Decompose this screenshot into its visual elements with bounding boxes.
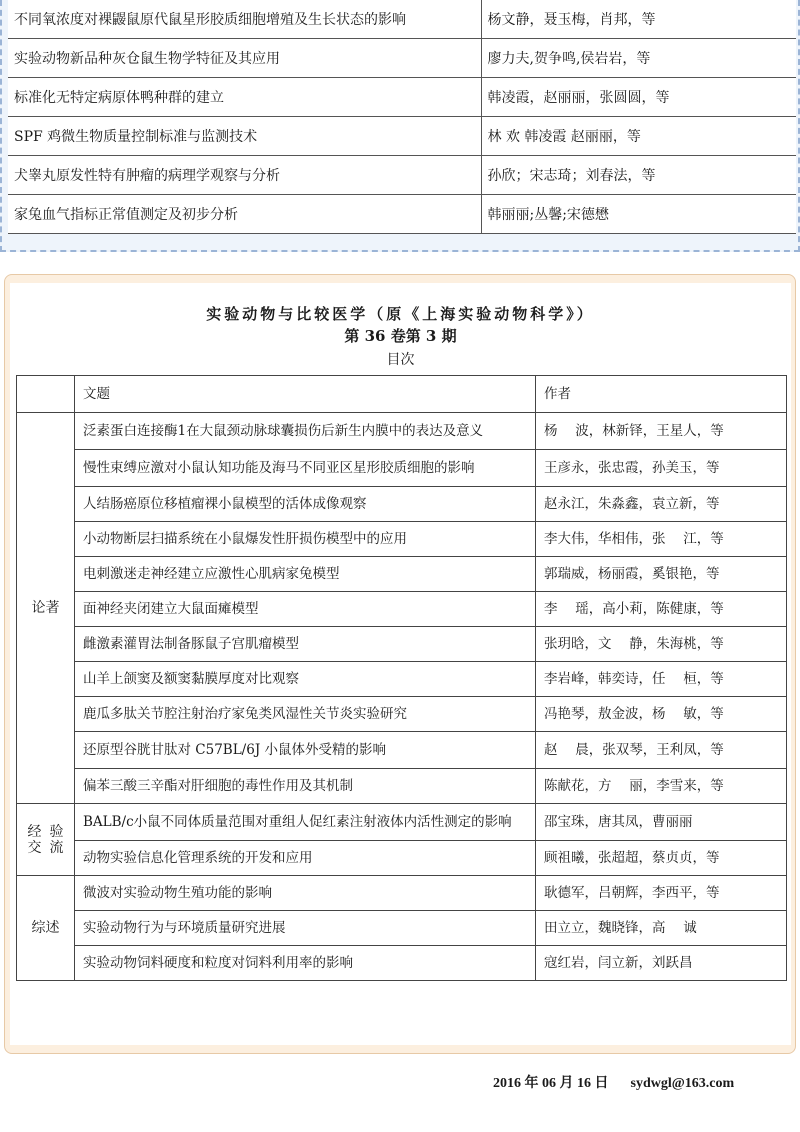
toc-article-title: 人结肠癌原位移植瘤裸小鼠模型的活体成像观察 — [75, 487, 536, 522]
toc-row — [17, 662, 787, 697]
article-authors: 韩凌霞，赵丽丽，张圆圆，等 — [481, 78, 796, 117]
toc-row — [17, 450, 787, 487]
journal-title: 实验动物与比较医学（原《上海实验动物科学》） — [206, 305, 595, 323]
article-title: SPF 鸡微生物质量控制标准与监测技术 — [8, 117, 481, 156]
toc-article-authors: 李 瑶，高小莉，陈健康，等 — [536, 592, 787, 627]
header-category — [17, 376, 75, 413]
toc-article-authors: 顾祖曦，张超超，蔡贞贞，等 — [536, 841, 787, 876]
toc-row — [17, 841, 787, 876]
toc-article-authors: 耿德军，吕朝辉，李西平，等 — [536, 876, 787, 911]
section-category: 经验 交流 — [17, 804, 75, 876]
toc-article-title: BALB/c小鼠不同体质量范围对重组人促红素注射液体内活性测定的影响 — [75, 804, 536, 841]
toc-article-authors: 杨 波，林新铎，王星人，等 — [536, 413, 787, 450]
previous-article-row — [8, 156, 796, 195]
article-authors: 廖力夫,贺争鸣,侯岩岩，等 — [481, 39, 796, 78]
article-authors: 杨文静，聂玉梅，肖邦，等 — [481, 0, 796, 39]
toc-panel — [4, 274, 796, 1054]
article-title: 犬睾丸原发性特有肿瘤的病理学观察与分析 — [8, 156, 481, 195]
toc-row — [17, 769, 787, 804]
section-category: 论著 — [17, 413, 75, 804]
toc-article-authors: 冯艳琴，敖金波，杨 敏，等 — [536, 697, 787, 732]
toc-article-authors: 张玥晗，文 静，朱海桃，等 — [536, 627, 787, 662]
toc-row — [17, 413, 787, 450]
previous-article-row — [8, 78, 796, 117]
article-authors: 韩丽丽;丛馨;宋德懋 — [481, 195, 796, 234]
toc-article-title: 山羊上颌窦及额窦黏膜厚度对比观察 — [75, 662, 536, 697]
toc-article-title: 面神经夹闭建立大鼠面瘫模型 — [75, 592, 536, 627]
toc-article-title: 还原型谷胱甘肽对 C57BL/6J 小鼠体外受精的影响 — [75, 732, 536, 769]
previous-article-row — [8, 195, 796, 234]
toc-article-authors: 李大伟，华相伟，张 江，等 — [536, 522, 787, 557]
footer-email: sydwgl@163.com — [630, 1076, 735, 1091]
footer — [493, 1072, 756, 1092]
toc-row — [17, 487, 787, 522]
toc-row — [17, 911, 787, 946]
toc-article-authors: 赵永江，朱淼鑫，袁立新，等 — [536, 487, 787, 522]
article-title: 不同氧浓度对裸鼹鼠原代鼠星形胶质细胞增殖及生长状态的影响 — [8, 0, 481, 39]
section-category: 综述 — [17, 876, 75, 981]
previous-article-row — [8, 39, 796, 78]
toc-article-authors: 邵宝珠，唐其凤，曹丽丽 — [536, 804, 787, 841]
toc-article-authors: 郭瑞威，杨丽霞，奚银艳，等 — [536, 557, 787, 592]
toc-article-authors: 赵 晨，张双琴，王利凤，等 — [536, 732, 787, 769]
toc-panel-inner — [10, 283, 791, 1045]
toc-article-title: 电刺激迷走神经建立应激性心肌病家兔模型 — [75, 557, 536, 592]
toc-article-title: 偏苯三酸三辛酯对肝细胞的毒性作用及其机制 — [75, 769, 536, 804]
toc-row — [17, 697, 787, 732]
previous-issue-table — [8, 0, 796, 234]
toc-article-title: 实验动物行为与环境质量研究进展 — [75, 911, 536, 946]
toc-article-title: 雌激素灌胃法制备豚鼠子宫肌瘤模型 — [75, 627, 536, 662]
previous-article-row — [8, 0, 796, 39]
toc-article-title: 小动物断层扫描系统在小鼠爆发性肝损伤模型中的应用 — [75, 522, 536, 557]
toc-article-title: 慢性束缚应激对小鼠认知功能及海马不同亚区星形胶质细胞的影响 — [75, 450, 536, 487]
article-title: 实验动物新品种灰仓鼠生物学特征及其应用 — [8, 39, 481, 78]
toc-article-title: 微波对实验动物生殖功能的影响 — [75, 876, 536, 911]
toc-row — [17, 522, 787, 557]
header-title: 文题 — [75, 376, 536, 413]
article-authors: 孙欣；宋志琦；刘春法，等 — [481, 156, 796, 195]
toc-header-row — [17, 376, 787, 413]
issue-number: 第 36 卷第 3 期 — [344, 327, 457, 345]
article-authors: 林 欢 韩凌霞 赵丽丽，等 — [481, 117, 796, 156]
previous-issue-panel — [0, 0, 800, 252]
toc-row — [17, 557, 787, 592]
article-title: 标准化无特定病原体鸭种群的建立 — [8, 78, 481, 117]
toc-article-title: 动物实验信息化管理系统的开发和应用 — [75, 841, 536, 876]
toc-label: 目次 — [386, 352, 415, 368]
toc-row — [17, 627, 787, 662]
footer-date: 2016 年 06 月 16 日 — [493, 1076, 609, 1091]
header-authors: 作者 — [536, 376, 787, 413]
toc-row — [17, 946, 787, 981]
toc-article-title: 实验动物饲料硬度和粒度对饲料利用率的影响 — [75, 946, 536, 981]
toc-article-authors: 陈献花，方 丽，李雪来，等 — [536, 769, 787, 804]
toc-row — [17, 804, 787, 841]
previous-article-row — [8, 117, 796, 156]
toc-row — [17, 592, 787, 627]
toc-article-authors: 王彦永，张忠霞，孙美玉，等 — [536, 450, 787, 487]
toc-article-authors: 李岩峰，韩奕诗，任 桓，等 — [536, 662, 787, 697]
toc-article-authors: 田立立，魏晓锋，高 诚 — [536, 911, 787, 946]
toc-table — [16, 375, 787, 981]
toc-article-title: 鹿瓜多肽关节腔注射治疗家兔类风湿性关节炎实验研究 — [75, 697, 536, 732]
toc-article-title: 泛素蛋白连接酶1在大鼠颈动脉球囊损伤后新生内膜中的表达及意义 — [75, 413, 536, 450]
toc-article-authors: 寇红岩，闫立新，刘跃昌 — [536, 946, 787, 981]
article-title: 家兔血气指标正常值测定及初步分析 — [8, 195, 481, 234]
toc-row — [17, 732, 787, 769]
toc-row — [17, 876, 787, 911]
